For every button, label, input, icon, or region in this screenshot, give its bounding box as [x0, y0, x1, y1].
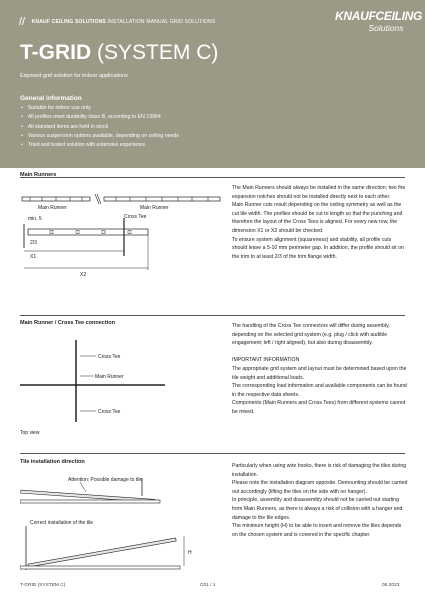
- list-item: • All profiles meet durability class B, according to EN 13964: [20, 113, 179, 122]
- grid-profile: [20, 566, 180, 569]
- main-runner-label-right: Main Runner: [140, 205, 169, 211]
- h-label: H: [188, 550, 192, 556]
- paragraph: In principle, assembly and disassembly should not be carried out starting from Main Runners, as there is always a risk of collision with a hanger and damage to the tile edges.: [232, 497, 403, 521]
- view-label: Top view: [20, 430, 40, 436]
- title-bold: T-GRID: [20, 41, 92, 64]
- paragraph: The minimum height (H) to be able to insert and remove the tiles depends on the chosen system and is covered in the specific chapter.: [232, 523, 402, 538]
- paragraph: Main Runner cuts result depending on the ceiling symmetry as well as the cut tile width. The profiles should be cut to length so that the punching and therefore the layout of the Cross Tees is aligned. For every new row, the dimension X1 or X2 should be checked.: [232, 202, 403, 234]
- list-item: • Tried and tested solution with extensive experience: [20, 141, 179, 150]
- section-divider: [20, 177, 405, 178]
- connection-text: [232, 322, 408, 417]
- min-gap-label: min. 5: [28, 216, 42, 222]
- paragraph: Components (Main Runners and Cross Tees) from different systems cannot be mixed.: [232, 400, 406, 415]
- warning-label: Attention: Possible damage to tile: [68, 477, 143, 483]
- footer-date: 05.2023: [382, 583, 400, 588]
- header-band: [0, 0, 425, 168]
- knauf-logo: [335, 9, 423, 44]
- header-breadcrumb: [20, 17, 215, 25]
- connection-diagram: [20, 338, 225, 438]
- grid-profile: [20, 500, 160, 503]
- doc-type: INSTALLATION MANUAL GRID SOLUTIONS: [107, 19, 216, 25]
- paragraph: To ensure system alignment (squareness) and stability, all profile cuts should leave a 5-10 mm perimeter gap. In addition, the profile should sit on the trim to at least 2/3 of the trim flange width.: [232, 236, 404, 260]
- brand-name: KNAUF CEILING SOLUTIONS: [31, 19, 106, 25]
- tile-diagram: [20, 476, 225, 574]
- logo-line-2: Solutions: [368, 23, 404, 33]
- section-divider: [20, 453, 405, 454]
- slash-mark: [22, 17, 25, 25]
- general-info-title: General information: [20, 95, 82, 102]
- cross-tee-top-label: Cross Tee: [98, 354, 121, 360]
- tile-text: [232, 462, 408, 539]
- paragraph: The corresponding load information and available components can be found in the respective data sheets.: [232, 383, 407, 398]
- footer-page-number: C01 / 1: [200, 583, 216, 588]
- section-title-tile: Tile installation direction: [20, 459, 85, 465]
- list-item: • All standard items are held in stock: [20, 123, 179, 132]
- important-title: IMPORTANT INFORMATION: [232, 357, 300, 364]
- paragraph: Particularly when using wire hooks, there is risk of damaging the tiles during installation.: [232, 463, 407, 478]
- x2-label: X2: [80, 272, 87, 278]
- section-title-connection: Main Runner / Cross Tee connection: [20, 320, 115, 326]
- paragraph: The handling of the Cross Tee connectors will differ during assembly, depending on the selected grid system (e.g. plug / click with audible engagement; left / right aligned), but also during disassembly.: [232, 323, 390, 347]
- cross-tee-label: Cross Tee: [124, 214, 147, 220]
- fraction-label: 2/3: [30, 240, 37, 246]
- tile-correct: [28, 538, 176, 567]
- list-item: • Various suspension options available, depending on ceiling needs: [20, 132, 179, 141]
- title-rest: (SYSTEM C): [97, 41, 219, 64]
- main-runners-diagram: [20, 188, 225, 280]
- general-info-list: [20, 104, 179, 150]
- page-subtitle: Exposed grid solution for indoor applications: [20, 73, 128, 79]
- footer-doc-name: T-GRID (SYSTEM C): [20, 583, 66, 588]
- paragraph: The Main Runners should always be installed in the same direction; two fire expansion notches should not be installed directly next to each other.: [232, 185, 406, 200]
- section-divider: [20, 315, 405, 316]
- page-title: [20, 40, 218, 66]
- cross-tee-bottom-label: Cross Tee: [98, 409, 121, 415]
- paragraph: Please note the installation diagram opposite. Demounting should be carried out accordingly (lifting the tiles on the side with no hanger).: [232, 480, 408, 495]
- main-runner-label: Main Runner: [95, 374, 124, 380]
- logo-line-1: KNAUFCEILING: [335, 9, 423, 23]
- section-title-main-runners: Main Runners: [20, 172, 57, 178]
- main-runner-label-left: Main Runner: [38, 205, 67, 211]
- x1-label: X1: [30, 254, 37, 260]
- main-runners-text: [232, 184, 408, 261]
- correct-label: Correct installation of the tile: [30, 520, 94, 526]
- paragraph: The appropriate grid system and layout must be determined based upon the tile weight and additional loads.: [232, 365, 407, 381]
- list-item: • Suitable for indoor use only: [20, 104, 179, 113]
